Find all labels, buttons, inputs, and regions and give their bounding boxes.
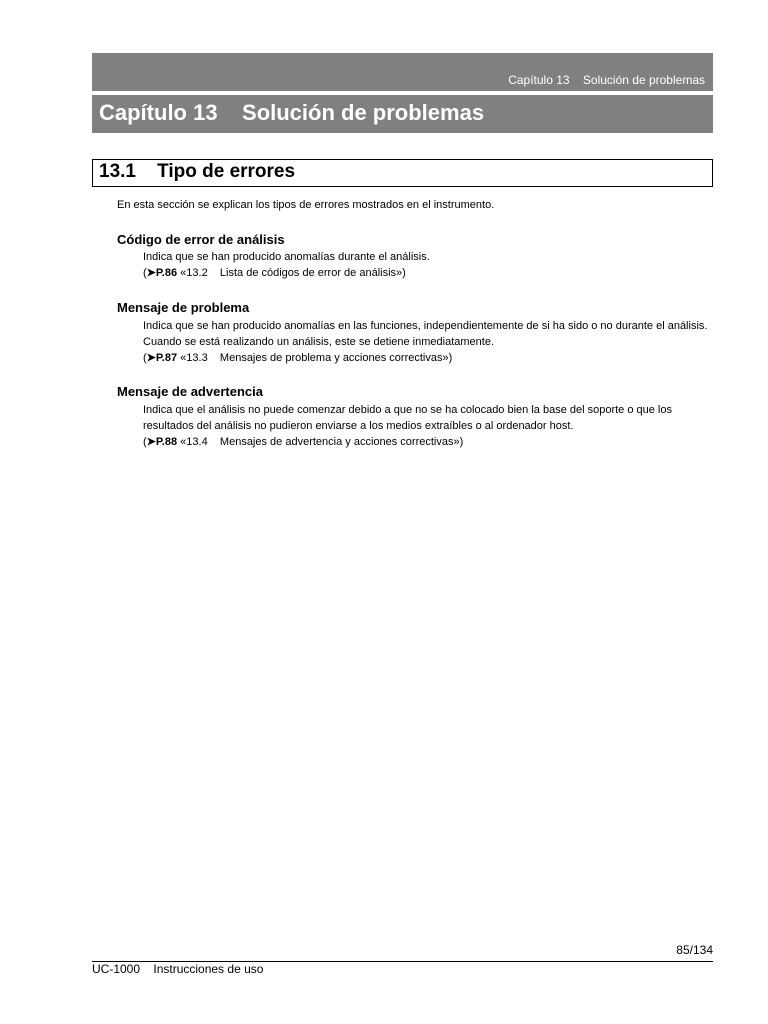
page-link-86[interactable]: ➤P.86 (146, 267, 178, 279)
warning-message-text: Indica que el análisis no puede comenzar debido a que no se ha colocado bien la base del soporte o que los resultados del análisis no pudieron enviarse a los medios extraíbles o al ordenador host. (143, 404, 672, 432)
running-head-title: Capítulo 13 Solución de problemas (508, 73, 705, 87)
error-code-heading: Código de error de análisis (117, 232, 285, 247)
page-link-88[interactable]: ➤P.88 (146, 436, 178, 448)
footer-doc-title: UC-1000 Instrucciones de uso (92, 962, 264, 976)
page-number: 85/134 (676, 943, 713, 957)
error-code-reference[interactable] (143, 265, 713, 281)
running-header-band (92, 53, 713, 91)
ref-text: «13.3 Mensajes de problema y acciones correctivas») (177, 352, 453, 364)
ref-open-paren: ( (143, 267, 147, 279)
page-link-87[interactable]: ➤P.87 (146, 352, 178, 364)
chapter-title: Capítulo 13 Solución de problemas (99, 100, 485, 125)
ref-open-paren: ( (143, 352, 147, 364)
warning-message-reference[interactable] (143, 434, 713, 450)
ref-open-paren: ( (143, 436, 147, 448)
warning-message-description (143, 402, 713, 450)
section-intro: En esta sección se explican los tipos de errores mostrados en el instrumento. (117, 199, 495, 211)
problem-message-heading: Mensaje de problema (117, 300, 250, 315)
problem-message-text: Indica que se han producido anomalías en las funciones, independientemente de si ha sido o no durante el análisis. Cuando se está realizando un análisis, este se detiene inmediatamente. (143, 320, 708, 348)
ref-text: «13.4 Mensajes de advertencia y acciones correctivas») (177, 436, 464, 448)
section-title: 13.1 Tipo de errores (99, 161, 296, 182)
error-code-description (143, 249, 713, 281)
chapter-title-band (92, 95, 713, 133)
ref-text: «13.2 Lista de códigos de error de análisis») (177, 267, 406, 279)
problem-message-reference[interactable] (143, 350, 713, 366)
problem-message-description (143, 318, 713, 366)
error-code-text: Indica que se han producido anomalías durante el análisis. (143, 251, 430, 263)
warning-message-heading: Mensaje de advertencia (117, 384, 263, 399)
section-heading-box (92, 159, 713, 187)
